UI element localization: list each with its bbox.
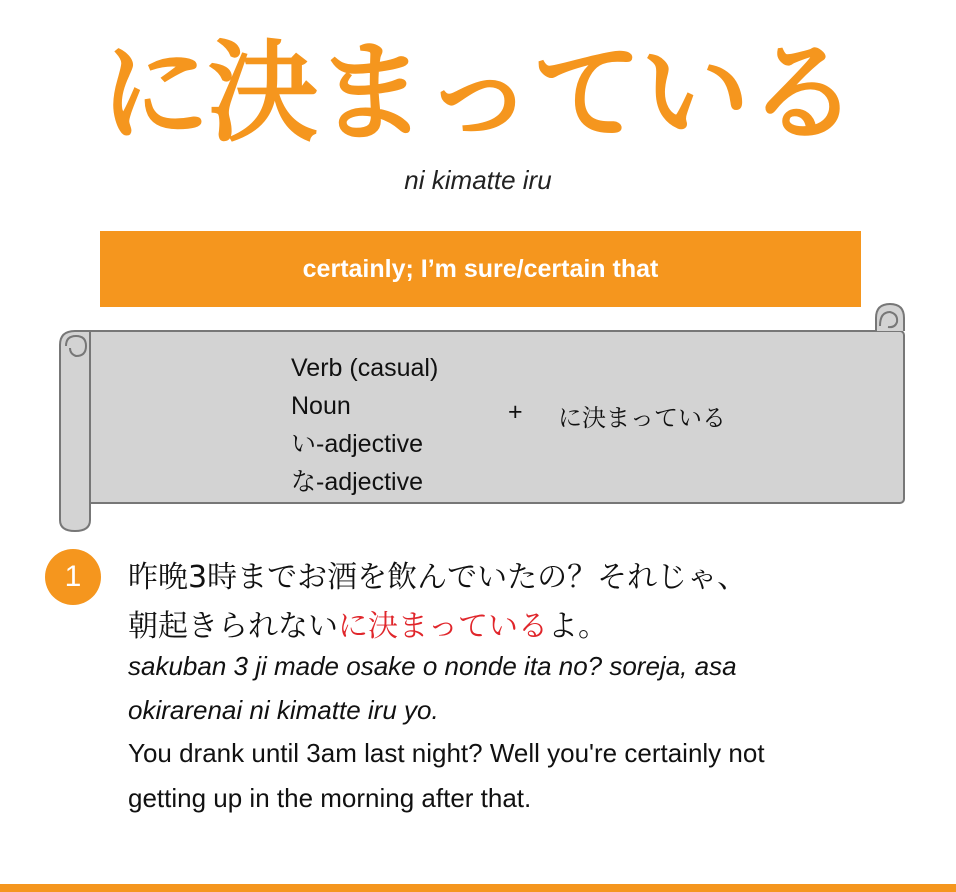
example-japanese-line-2 [128,601,608,645]
example-romaji-line-2: okirarenai ni kimatte iru yo. [128,695,439,725]
page-title: に決まっている [100,29,856,157]
plus-sign: + [508,398,523,426]
form-na-adjective: な-adjective [291,468,423,496]
example-translation-line-1: You drank until 3am last night? Well you're certainly not [128,738,765,768]
formation-list [291,349,438,501]
example-number-badge: 1 [45,549,101,605]
example-translation-line-2: getting up in the morning after that. [128,783,532,813]
title-romaji: ni kimatte iru [404,165,552,195]
highlighted-grammar: に決まっている [338,609,548,644]
example-romaji-line-1: sakuban 3 ji made osake o nonde ita no? soreja, asa [128,651,737,681]
japanese-text: よ。 [548,609,608,644]
grammar-pattern: に決まっている [558,404,726,432]
example-japanese-line-1: 昨晩3時までお酒を飲んでいたの？それじゃ、 [128,560,748,595]
form-verb: Verb (casual) [291,354,439,382]
japanese-text: 朝起きられない [128,609,338,644]
form-noun: Noun [291,392,351,420]
bottom-divider [0,884,956,892]
form-i-adjective: い-adjective [291,430,423,458]
meaning-text: certainly; I’m sure/certain that [302,255,659,283]
